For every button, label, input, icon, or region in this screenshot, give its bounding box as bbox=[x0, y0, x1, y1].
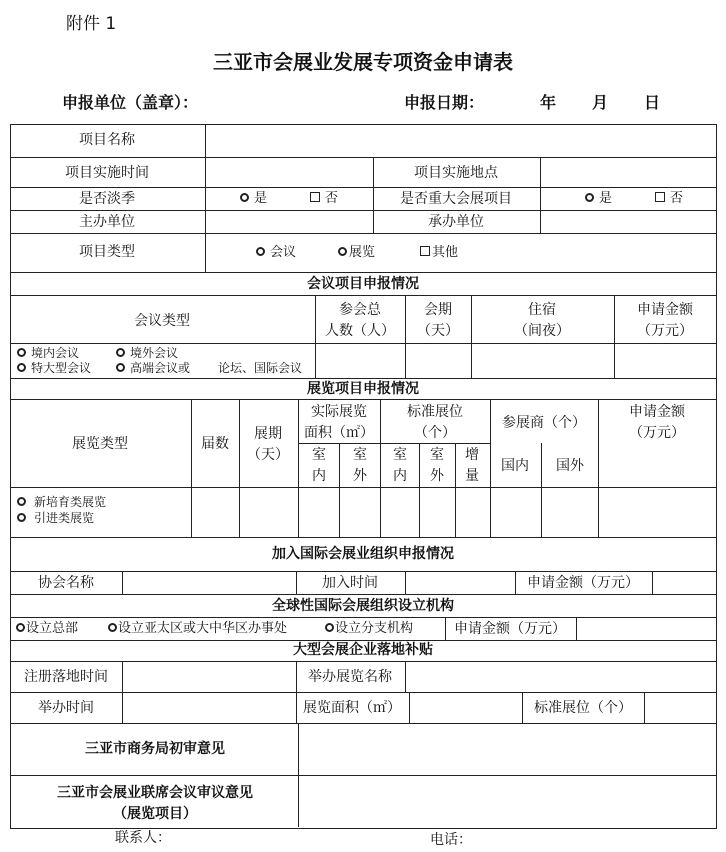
divider bbox=[10, 640, 717, 641]
day-label: 日 bbox=[644, 93, 661, 112]
phone-label: 电话： bbox=[430, 832, 472, 848]
radio-icon bbox=[17, 348, 26, 357]
radio-icon bbox=[585, 193, 594, 202]
apply-date-label: 申报日期： bbox=[404, 93, 485, 112]
project-name-label: 项目名称 bbox=[79, 132, 135, 148]
exhibit-duration-header-1: 展期 bbox=[254, 426, 282, 442]
forum-label: 论坛、国际会议 bbox=[218, 361, 303, 375]
lodging-header-1: 住宿 bbox=[528, 302, 556, 318]
area-outdoor-1: 室 bbox=[353, 447, 367, 463]
project-type-label: 项目类型 bbox=[79, 244, 135, 260]
divider bbox=[315, 295, 316, 378]
radio-icon bbox=[116, 348, 125, 357]
type-other-checkbox[interactable] bbox=[420, 245, 458, 261]
divider bbox=[471, 295, 472, 378]
global-section-title: 全球性国际会展组织设立机构 bbox=[272, 598, 454, 614]
commerce-review-field[interactable] bbox=[299, 724, 714, 774]
divider bbox=[10, 487, 717, 488]
divider bbox=[10, 571, 717, 572]
impl-time-label: 项目实施时间 bbox=[65, 165, 149, 181]
divider bbox=[10, 187, 717, 188]
booth-incr-2: 量 bbox=[465, 468, 479, 484]
import-exhibit-label: 引进类展览 bbox=[34, 511, 95, 525]
expo-area-label: 展览面积（㎡） bbox=[303, 700, 401, 716]
area-indoor-2: 内 bbox=[312, 468, 326, 484]
booth-incr-1: 增 bbox=[465, 447, 479, 463]
radio-icon bbox=[17, 363, 26, 372]
month-label: 月 bbox=[592, 93, 609, 112]
divider bbox=[10, 295, 717, 296]
global-branch-radio[interactable] bbox=[325, 621, 413, 637]
expo-area-field[interactable] bbox=[410, 693, 521, 722]
booth-outdoor-1: 室 bbox=[430, 447, 444, 463]
impl-time-field[interactable] bbox=[206, 158, 372, 186]
high-label: 高端会议或 bbox=[130, 361, 191, 375]
meeting-amount-header-1: 申请金额 bbox=[637, 302, 693, 318]
no-label: 否 bbox=[670, 191, 684, 206]
applicant-unit-label: 申报单位（盖章）： bbox=[62, 93, 199, 112]
contact-label: 联系人： bbox=[115, 830, 171, 846]
divider bbox=[10, 343, 717, 344]
divider bbox=[541, 443, 542, 537]
host-field[interactable] bbox=[206, 211, 372, 232]
joint-review-label-1: 三亚市会展业联席会议审议意见 bbox=[57, 785, 253, 801]
global-asia-radio[interactable] bbox=[108, 621, 287, 637]
year-label: 年 bbox=[540, 93, 557, 112]
meeting-section-title: 会议项目申报情况 bbox=[307, 276, 419, 292]
exhibit-duration-header-2: （天） bbox=[247, 447, 289, 463]
exhibit-amount-header-2: （万元） bbox=[629, 425, 685, 441]
exhibitors-header: 参展商（个） bbox=[502, 415, 586, 431]
area-indoor-1: 室 bbox=[312, 447, 326, 463]
booth-outdoor-2: 外 bbox=[430, 468, 444, 484]
divider bbox=[298, 443, 490, 444]
meeting-foreign-radio[interactable] bbox=[116, 346, 178, 360]
exhibitors-foreign: 国外 bbox=[556, 458, 584, 474]
divider bbox=[490, 399, 491, 537]
radio-icon bbox=[325, 623, 334, 632]
meeting-large-radio[interactable] bbox=[17, 361, 91, 375]
expo-name-label: 举办展览名称 bbox=[308, 669, 392, 685]
divider bbox=[419, 443, 420, 537]
type-meeting-radio[interactable] bbox=[256, 245, 296, 261]
divider bbox=[445, 617, 446, 640]
divider bbox=[373, 210, 374, 233]
exhibitors-domestic: 国内 bbox=[501, 458, 529, 474]
area-outdoor-2: 外 bbox=[353, 468, 367, 484]
divider bbox=[522, 692, 523, 723]
major-project-no-checkbox[interactable] bbox=[655, 191, 683, 207]
major-project-yes-radio[interactable] bbox=[585, 191, 612, 207]
divider bbox=[296, 661, 297, 723]
lodging-header-2: （间夜） bbox=[514, 323, 570, 339]
meeting-domestic-radio[interactable] bbox=[17, 346, 79, 360]
organizer-label: 承办单位 bbox=[428, 214, 484, 230]
radio-icon bbox=[338, 247, 347, 256]
divider bbox=[10, 272, 717, 273]
off-season-label: 是否淡季 bbox=[79, 191, 135, 207]
hold-time-label: 举办时间 bbox=[38, 700, 94, 716]
radio-icon bbox=[116, 363, 125, 372]
checkbox-icon bbox=[310, 192, 320, 202]
divider bbox=[205, 187, 206, 210]
global-hq-radio[interactable] bbox=[16, 621, 78, 637]
joint-review-label-2: （展览项目） bbox=[113, 806, 197, 822]
divider bbox=[373, 187, 374, 210]
large-section-title: 大型会展企业落地补贴 bbox=[293, 642, 433, 658]
off-season-no-checkbox[interactable] bbox=[310, 191, 338, 207]
foreign-label: 境外会议 bbox=[130, 346, 179, 360]
divider bbox=[598, 399, 599, 537]
intl-amount-label: 申请金额（万元） bbox=[527, 575, 639, 591]
exhibit-amount-header-1: 申请金额 bbox=[629, 404, 685, 420]
meeting-duration-header-1: 会期 bbox=[424, 302, 452, 318]
radio-icon bbox=[108, 623, 117, 632]
sessions-header: 届数 bbox=[201, 436, 229, 452]
meeting-type-header: 会议类型 bbox=[134, 313, 190, 329]
divider bbox=[205, 233, 206, 272]
divider bbox=[10, 692, 717, 693]
exhibit-new-radio[interactable] bbox=[17, 495, 106, 509]
no-label: 否 bbox=[325, 191, 339, 206]
attendees-header-2: 人数（人） bbox=[325, 323, 395, 339]
divider bbox=[10, 617, 717, 618]
divider bbox=[10, 233, 717, 234]
meeting-amount-header-2: （万元） bbox=[637, 323, 693, 339]
domestic-label: 境内会议 bbox=[31, 346, 80, 360]
exhibition-type-header: 展览类型 bbox=[72, 436, 128, 452]
intl-section-title: 加入国际会展业组织申报情况 bbox=[272, 546, 454, 562]
divider bbox=[10, 537, 717, 538]
meeting-high-radio[interactable] bbox=[116, 361, 190, 375]
exhibit-label: 展览 bbox=[349, 245, 376, 260]
divider bbox=[191, 399, 192, 537]
checkbox-icon bbox=[420, 246, 430, 256]
joint-review-field[interactable] bbox=[299, 776, 714, 826]
divider bbox=[298, 399, 299, 537]
expo-name-field[interactable] bbox=[406, 662, 714, 691]
reg-time-label: 注册落地时间 bbox=[24, 669, 108, 685]
divider bbox=[339, 443, 340, 537]
divider bbox=[652, 571, 653, 594]
exhibition-section-title: 展览项目申报情况 bbox=[307, 381, 419, 397]
booth-header-1: 标准展位 bbox=[407, 404, 463, 420]
assoc-name-field[interactable] bbox=[123, 572, 295, 593]
area-header-2: 面积（㎡） bbox=[304, 425, 374, 441]
divider bbox=[405, 295, 406, 378]
impl-place-field[interactable] bbox=[541, 158, 714, 186]
divider bbox=[10, 594, 717, 595]
exhibit-import-radio[interactable] bbox=[17, 511, 94, 525]
divider bbox=[10, 399, 717, 400]
yes-label: 是 bbox=[599, 191, 613, 206]
type-exhibit-radio[interactable] bbox=[338, 245, 375, 261]
divider bbox=[380, 399, 381, 537]
asia-label: 设立亚太区或大中华区办事处 bbox=[118, 621, 288, 636]
yes-label: 是 bbox=[254, 191, 268, 206]
meeting-label: 会议 bbox=[270, 245, 297, 260]
radio-icon bbox=[17, 497, 26, 506]
divider bbox=[614, 295, 615, 378]
join-time-label: 加入时间 bbox=[322, 575, 378, 591]
divider bbox=[10, 378, 717, 379]
booth-indoor-1: 室 bbox=[393, 447, 407, 463]
attendees-header-1: 参会总 bbox=[339, 302, 381, 318]
divider bbox=[455, 443, 456, 537]
booth-indoor-2: 内 bbox=[393, 468, 407, 484]
booth-header-2: （个） bbox=[414, 425, 456, 441]
divider bbox=[576, 617, 577, 640]
major-project-label: 是否重大会展项目 bbox=[400, 191, 512, 207]
radio-icon bbox=[240, 193, 249, 202]
radio-icon bbox=[16, 623, 25, 632]
commerce-review-label: 三亚市商务局初审意见 bbox=[85, 741, 225, 757]
large-label: 特大型会议 bbox=[31, 361, 92, 375]
impl-place-label: 项目实施地点 bbox=[414, 165, 498, 181]
branch-label: 设立分支机构 bbox=[335, 621, 414, 636]
divider bbox=[296, 571, 297, 594]
host-label: 主办单位 bbox=[79, 214, 135, 230]
global-amount-label: 申请金额（万元） bbox=[454, 621, 566, 637]
other-label: 其他 bbox=[432, 245, 459, 260]
divider bbox=[540, 187, 541, 210]
reg-time-field[interactable] bbox=[123, 662, 295, 691]
form-title: 三亚市会展业发展专项资金申请表 bbox=[213, 50, 513, 74]
hq-label: 设立总部 bbox=[26, 621, 79, 636]
project-name-field[interactable] bbox=[206, 125, 714, 156]
assoc-name-label: 协会名称 bbox=[38, 575, 94, 591]
new-exhibit-label: 新培育类展览 bbox=[34, 495, 107, 509]
radio-icon bbox=[256, 247, 265, 256]
meeting-duration-header-2: （天） bbox=[417, 323, 459, 339]
std-booth-field[interactable] bbox=[645, 693, 714, 722]
std-booth-label: 标准展位（个） bbox=[534, 700, 632, 716]
checkbox-icon bbox=[655, 192, 665, 202]
join-time-field[interactable] bbox=[406, 572, 514, 593]
divider bbox=[373, 157, 374, 187]
area-header-1: 实际展览 bbox=[311, 404, 367, 420]
attachment-label: 附件 1 bbox=[66, 14, 117, 34]
off-season-yes-radio[interactable] bbox=[240, 191, 267, 207]
divider bbox=[515, 571, 516, 594]
hold-time-field[interactable] bbox=[123, 693, 295, 722]
radio-icon bbox=[17, 513, 26, 522]
organizer-field[interactable] bbox=[541, 211, 714, 232]
divider bbox=[239, 399, 240, 537]
